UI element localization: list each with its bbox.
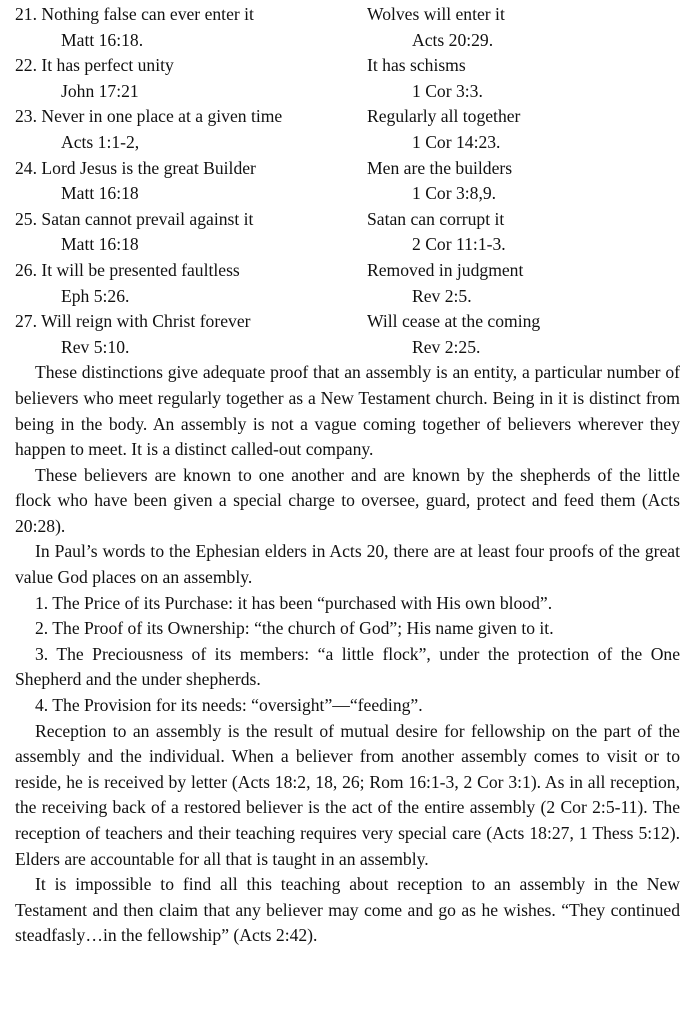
comparison-table (15, 2, 680, 360)
body-paragraph: In Paul’s words to the Ephesian elders in Acts 20, there are at least four proofs of the great value God places on an assembly. (15, 541, 680, 588)
universal-church-cell (15, 2, 367, 53)
right-reference: 1 Cor 3:3. (412, 80, 483, 101)
proof-item: 3. The Preciousness of its members: “a little flock”, under the protection of the One Shepherd and the under shepherds. (15, 643, 680, 690)
local-assembly-cell (367, 207, 680, 258)
universal-church-cell (15, 156, 367, 207)
proof-item: 4. The Provision for its needs: “oversight”—“feeding”. (35, 695, 423, 716)
right-claim: Satan can corrupt it (367, 208, 505, 229)
left-claim: It has perfect unity (41, 55, 174, 76)
body-paragraph: These believers are known to one another and are known by the shepherds of the little flock who have been given a special charge to oversee, guard, protect and feed them (Acts 20:28). (15, 464, 680, 536)
local-assembly-cell (367, 156, 680, 207)
right-claim: Wolves will enter it (367, 4, 505, 24)
comparison-row (15, 309, 680, 360)
local-assembly-cell (367, 258, 680, 309)
right-reference: 2 Cor 11:1-3. (412, 234, 506, 255)
item-number: 25. (15, 208, 37, 229)
right-reference: Acts 20:29. (412, 29, 494, 50)
comparison-row (15, 104, 680, 155)
left-reference: Matt 16:18 (61, 183, 139, 204)
comparison-row (15, 258, 680, 309)
right-claim: Removed in judgment (367, 259, 524, 280)
universal-church-cell (15, 309, 367, 360)
right-claim: Men are the builders (367, 157, 513, 178)
left-reference: John 17:21 (61, 80, 139, 101)
left-reference: Rev 5:10. (61, 336, 130, 357)
body-paragraph: Reception to an assembly is the result of mutual desire for fellowship on the part of the assembly and the individual. When a believer from another assembly comes to visit or to reside, he is received by letter (Acts 18:2, 18, 26; Rom 16:1-3, 2 Cor 3:1). As in all reception, the receiving back of a restored believer is the act of the entire assembly (2 Cor 2:5-11). The reception of teachers and their teaching requires very special care (Acts 18:27, 1 Thess 5:12). Elders are accountable for all that is taught in an assembly. (15, 720, 680, 869)
body-paragraph: It is impossible to find all this teaching about reception to an assembly in the New Testament and then claim that any believer may come and go as he wishes. “They continued steadfasly…in the fellowship” (Acts 2:42). (15, 874, 680, 946)
item-number: 23. (15, 106, 37, 127)
left-reference: Eph 5:26. (61, 285, 130, 306)
left-claim: It will be presented faultless (41, 259, 240, 280)
item-number: 24. (15, 157, 37, 178)
item-number: 26. (15, 259, 37, 280)
body-paragraph: These distinctions give adequate proof that an assembly is an entity, a particular number of believers who meet regularly together as a New Testament church. Being in it is distinct from being in the body. An assembly is not a vague coming together of believers wherever they happen to meet. It is a distinct called-out company. (15, 362, 680, 460)
right-claim: Will cease at the coming (367, 311, 541, 332)
item-number: 22. (15, 55, 37, 76)
left-claim: Nothing false can ever enter it (41, 4, 254, 24)
left-reference: Matt 16:18. (61, 29, 144, 50)
comparison-row (15, 207, 680, 258)
universal-church-cell (15, 104, 367, 155)
left-claim: Never in one place at a given time (41, 106, 283, 127)
left-reference: Acts 1:1-2, (61, 131, 140, 152)
universal-church-cell (15, 258, 367, 309)
right-claim: It has schisms (367, 55, 466, 76)
proof-item: 1. The Price of its Purchase: it has been “purchased with His own blood”. (35, 592, 553, 613)
left-reference: Matt 16:18 (61, 234, 139, 255)
local-assembly-cell (367, 309, 680, 360)
comparison-row (15, 156, 680, 207)
comparison-row (15, 53, 680, 104)
item-number: 21. (15, 4, 37, 24)
right-claim: Regularly all together (367, 106, 521, 127)
local-assembly-cell (367, 104, 680, 155)
universal-church-cell (15, 207, 367, 258)
comparison-row (15, 2, 680, 53)
item-number: 27. (15, 311, 37, 332)
left-claim: Satan cannot prevail against it (41, 208, 254, 229)
right-reference: 1 Cor 3:8,9. (412, 183, 497, 204)
local-assembly-cell (367, 2, 680, 53)
right-reference: Rev 2:5. (412, 285, 472, 306)
right-reference: Rev 2:25. (412, 336, 481, 357)
left-claim: Will reign with Christ forever (41, 311, 251, 332)
local-assembly-cell (367, 53, 680, 104)
right-reference: 1 Cor 14:23. (412, 131, 501, 152)
left-claim: Lord Jesus is the great Builder (41, 157, 256, 178)
universal-church-cell (15, 53, 367, 104)
proof-item: 2. The Proof of its Ownership: “the church of God”; His name given to it. (35, 618, 554, 639)
